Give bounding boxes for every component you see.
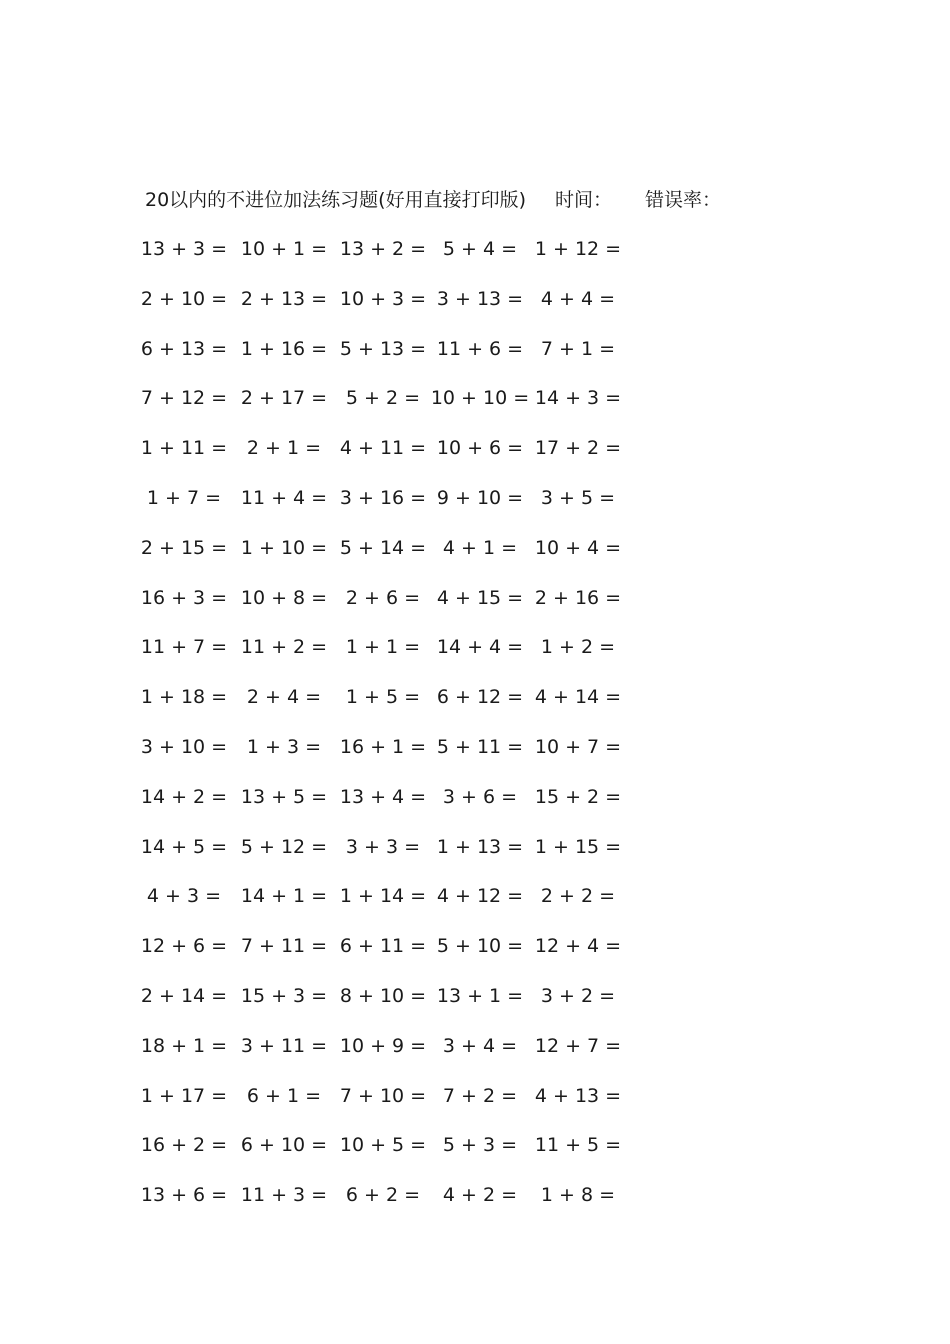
addition-problem: 4 + 13 = [534,1084,622,1107]
error-rate-label: 错误率： [645,189,722,211]
problem-row [0,234,950,264]
addition-problem: 2 + 6 = [345,586,421,609]
addition-problem: 16 + 2 = [140,1134,228,1157]
addition-problem: 12 + 6 = [140,935,228,958]
addition-problem: 11 + 4 = [240,487,328,509]
addition-problem: 5 + 12 = [240,835,328,858]
addition-problem: 1 + 3 = [246,736,322,758]
addition-problem: 4 + 2 = [442,1184,518,1207]
problem-row [0,334,950,364]
addition-problem: 2 + 14 = [140,985,228,1007]
addition-problem: 17 + 2 = [534,437,622,460]
addition-problem: 7 + 11 = [240,935,328,958]
addition-problem: 4 + 15 = [436,586,524,609]
problem-row [0,383,950,413]
addition-problem: 7 + 12 = [140,387,228,410]
addition-problem: 7 + 1 = [540,337,616,360]
addition-problem: 12 + 7 = [534,1034,622,1057]
addition-problem: 13 + 5 = [240,785,328,808]
addition-problem: 6 + 10 = [240,1134,328,1157]
addition-problem: 13 + 6 = [140,1184,228,1207]
addition-problem: 10 + 3 = [339,287,427,310]
addition-problem: 1 + 5 = [345,686,421,709]
addition-problem: 2 + 1 = [246,437,322,460]
addition-problem: 4 + 3 = [146,885,222,908]
addition-problem: 1 + 13 = [436,835,524,858]
problem-row [0,881,950,911]
addition-problem: 10 + 9 = [339,1034,427,1057]
addition-problem: 4 + 12 = [436,885,524,908]
addition-problem: 5 + 14 = [339,536,427,559]
problem-row [0,1031,950,1061]
addition-problem: 1 + 15 = [534,835,622,858]
addition-problem: 12 + 4 = [534,935,622,958]
addition-problem: 16 + 3 = [140,586,228,609]
addition-problem: 2 + 15 = [140,536,228,559]
addition-problem: 3 + 6 = [442,785,518,808]
addition-problem: 5 + 11 = [436,736,524,758]
problem-row [0,632,950,662]
problem-row [0,433,950,463]
addition-problem: 14 + 3 = [534,387,622,410]
problem-row [0,782,950,812]
problem-row [0,832,950,862]
addition-problem: 1 + 11 = [140,437,228,460]
addition-problem: 3 + 10 = [140,736,228,758]
time-label: 时间： [555,189,613,211]
problem-row [0,284,950,314]
addition-problem: 1 + 2 = [540,636,616,659]
addition-problem: 6 + 13 = [140,337,228,360]
addition-problem: 16 + 1 = [339,736,427,758]
problem-row [0,931,950,961]
addition-problem: 1 + 7 = [146,487,222,509]
addition-problem: 4 + 1 = [442,536,518,559]
problem-row [0,732,950,762]
problem-row [0,1130,950,1160]
addition-problem: 6 + 1 = [246,1084,322,1107]
addition-problem: 5 + 3 = [442,1134,518,1157]
addition-problem: 8 + 10 = [339,985,427,1007]
addition-problem: 10 + 10 = [430,387,530,410]
addition-problem: 13 + 4 = [339,785,427,808]
problem-row [0,682,950,712]
addition-problem: 2 + 16 = [534,586,622,609]
problem-row [0,533,950,563]
addition-problem: 10 + 8 = [240,586,328,609]
addition-problem: 13 + 1 = [436,985,524,1007]
problem-row [0,483,950,513]
addition-problem: 2 + 13 = [240,287,328,310]
addition-problem: 14 + 5 = [140,835,228,858]
addition-problem: 10 + 6 = [436,437,524,460]
addition-problem: 3 + 5 = [540,487,616,509]
worksheet-title: 20以内的不进位加法练习题(好用直接打印版) [145,189,527,211]
addition-problem: 11 + 5 = [534,1134,622,1157]
addition-problem: 2 + 2 = [540,885,616,908]
addition-problem: 9 + 10 = [436,487,524,509]
addition-problem: 10 + 5 = [339,1134,427,1157]
addition-problem: 3 + 4 = [442,1034,518,1057]
addition-problem: 4 + 4 = [540,287,616,310]
addition-problem: 15 + 3 = [240,985,328,1007]
addition-problem: 5 + 10 = [436,935,524,958]
addition-problem: 3 + 2 = [540,985,616,1007]
addition-problem: 14 + 2 = [140,785,228,808]
addition-problem: 11 + 7 = [140,636,228,659]
addition-problem: 1 + 1 = [345,636,421,659]
addition-problem: 3 + 16 = [339,487,427,509]
problem-row [0,583,950,613]
addition-problem: 7 + 2 = [442,1084,518,1107]
addition-problem: 6 + 12 = [436,686,524,709]
addition-problem: 1 + 8 = [540,1184,616,1207]
addition-problem: 11 + 2 = [240,636,328,659]
addition-problem: 18 + 1 = [140,1034,228,1057]
addition-problem: 10 + 7 = [534,736,622,758]
addition-problem: 13 + 2 = [339,238,427,260]
addition-problem: 1 + 14 = [339,885,427,908]
addition-problem: 15 + 2 = [534,785,622,808]
addition-problem: 1 + 18 = [140,686,228,709]
addition-problem: 4 + 11 = [339,437,427,460]
addition-problem: 1 + 16 = [240,337,328,360]
addition-problem: 3 + 13 = [436,287,524,310]
addition-problem: 1 + 17 = [140,1084,228,1107]
addition-problem: 5 + 2 = [345,387,421,410]
problem-row [0,1180,950,1210]
addition-problem: 11 + 3 = [240,1184,328,1207]
addition-problem: 3 + 11 = [240,1034,328,1057]
addition-problem: 3 + 3 = [345,835,421,858]
addition-problem: 5 + 13 = [339,337,427,360]
addition-problem: 10 + 4 = [534,536,622,559]
addition-problem: 14 + 1 = [240,885,328,908]
problem-row [0,981,950,1011]
addition-problem: 6 + 11 = [339,935,427,958]
addition-problem: 13 + 3 = [140,238,228,260]
addition-problem: 6 + 2 = [345,1184,421,1207]
addition-problem: 4 + 14 = [534,686,622,709]
addition-problem: 2 + 10 = [140,287,228,310]
addition-problem: 5 + 4 = [442,238,518,260]
problem-row [0,1081,950,1111]
addition-problem: 10 + 1 = [240,238,328,260]
addition-problem: 11 + 6 = [436,337,524,360]
addition-problem: 2 + 17 = [240,387,328,410]
addition-problem: 1 + 10 = [240,536,328,559]
addition-problem: 1 + 12 = [534,238,622,260]
addition-problem: 2 + 4 = [246,686,322,709]
addition-problem: 7 + 10 = [339,1084,427,1107]
addition-problem: 14 + 4 = [436,636,524,659]
